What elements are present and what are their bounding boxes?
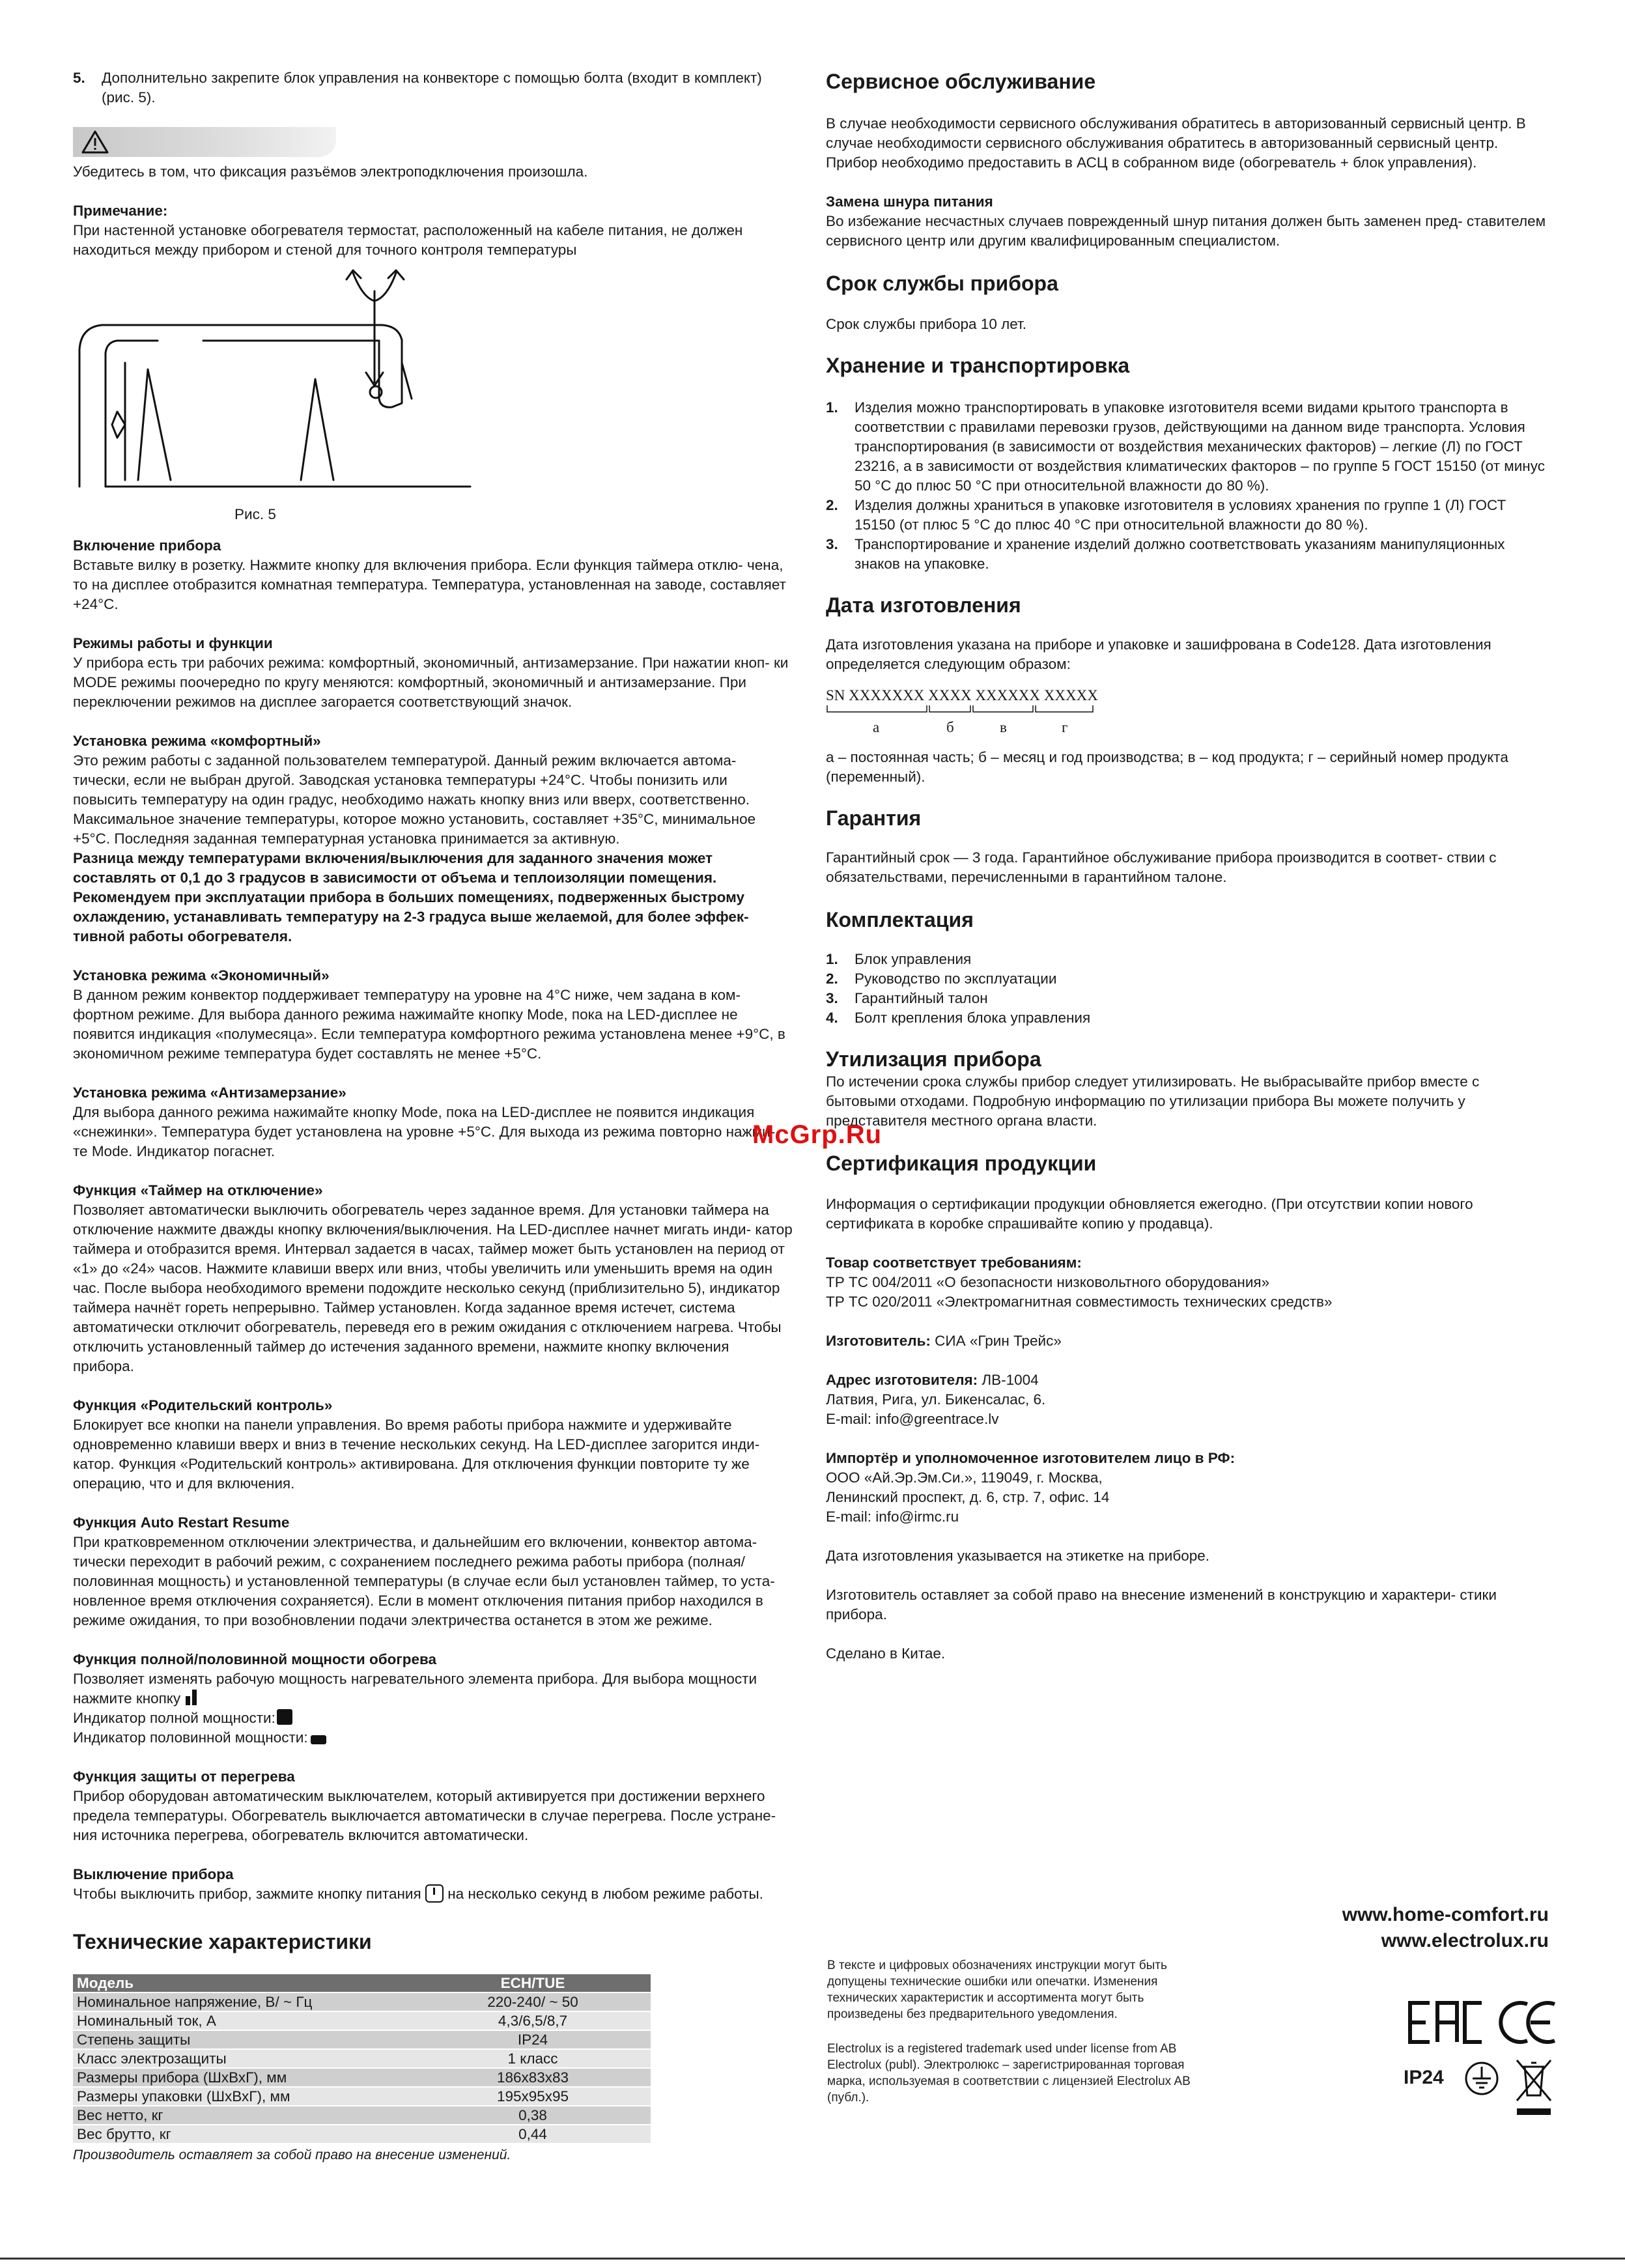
manufacturer-value: СИА «Грин Трейс» — [935, 1333, 1062, 1349]
disposal-text: По истечении срока службы прибор следует утилизировать. Не выбрасывайте прибор вместе с бытовыми отходами. Подробную информацию по утилизации прибора Вы можете получить у представителя местного органа власти. — [826, 1073, 1480, 1129]
table-cell-param: Размеры упаковки (ШхВхГ), мм — [73, 2087, 415, 2106]
manufacturer-line — [826, 1331, 1549, 1351]
anti-freeze-text: Для выбора данного режима нажимайте кнопку Mode, пока на LED-дисплее не появится индикация «снежинки». Температура будет установлена на уровне +5°C. Для выхода из режима повторно нажми- те Mode. Индикатор погаснет. — [73, 1104, 776, 1159]
tech-note: Производитель оставляет за собой право на внесение изменений. — [73, 2148, 511, 2162]
table-row — [73, 1992, 651, 2011]
tech-title: Технические характеристики — [73, 1930, 372, 1953]
table-row — [73, 2049, 651, 2068]
requirement-1: ТР ТС 004/2011 «О безопасности низковольтного оборудования» — [826, 1274, 1270, 1290]
table-row — [73, 2106, 651, 2125]
table-cell-param: Класс электрозащиты — [73, 2049, 415, 2068]
address-value: ЛВ-1004 — [982, 1372, 1039, 1388]
importer-email: E-mail: info@irmc.ru — [826, 1509, 959, 1525]
parental-title: Функция «Родительский контроль» — [73, 1397, 333, 1413]
kit-item-number: 3. — [826, 990, 838, 1006]
step-number: 5. — [73, 70, 85, 86]
service-text: В случае необходимости сервисного обслуживания обратитесь в авторизованный сервисный центр. В случае необходимости сервисного обслуживания обратитесь в авторизованный сервисный центр. Прибор необходимо предоставить в АСЦ в собранном виде (обогреватель + блок управления). — [826, 115, 1526, 171]
note-title: Примечание: — [73, 203, 168, 219]
table-cell-param: Вес брутто, кг — [73, 2125, 415, 2144]
mounting-drawing — [73, 265, 529, 500]
comfort-bold-text: Разница между температурами включения/выключения для заданного значения может составлять от 0,1 до 3 градусов в зависимости от объема и теплоизоляции помещения. Рекомендуем при эксплуатации прибора в больших помещениях, подверженных быстрому охлаждению, устанавливать температуру на 2-3 градуса выше желаемой, для более эффек- тивной работы обогревателя. — [73, 850, 749, 944]
storage-title: Хранение и транспортировка — [826, 354, 1130, 377]
full-power-line — [73, 1708, 793, 1728]
serial-legend: а – постоянная часть; б – месяц и год производства; в – код продукта; г – серийный номер продукта (переменный). — [826, 749, 1508, 785]
eco-text: В данном режим конвектор поддерживает температуру на уровне на 4°C ниже, чем задана в ком- фортном режиме. Для выбора данного режима нажимайте кнопку Mode, пока на LED-дисплее не появится индикация «полумесяца». Если температура комфортного режима установлена менее +9°C, в экономичном режиме температура будет составлять не менее +5°C. — [73, 987, 785, 1062]
warranty-text: Гарантийный срок — 3 года. Гарантийное обслуживание прибора производится в соответ- ствии с обязательствами, перечисленными в гарантийном талоне. — [826, 849, 1497, 885]
kit-item-text: Блок управления — [855, 951, 972, 967]
modes-title: Режимы работы и функции — [73, 635, 273, 651]
note-text: При настенной установке обогревателя термостат, расположенный на кабеле питания, не должен находиться между прибором и стеной для точного контроля температуры — [73, 222, 743, 258]
address-line-2: Латвия, Рига, ул. Бикенсалас, 6. — [826, 1391, 1046, 1408]
restart-text: При кратковременном отключении электричества, и дальнейшим его включении, конвектор автома- тически переходит в рабочий режим, с сохранением последнего режима работы прибора (полная/ половинная мощность) и установленной температуры (в случае если был установлен таймер, то уста- новленное время отключения сохраняется). Если в момент отключения питания прибор находился в режиме ожидания, то при возобновлении подачи электричества останется в этом же режиме. — [73, 1534, 775, 1628]
serial-letter-b: б — [946, 719, 954, 735]
storage-item — [826, 398, 1549, 496]
disclaimer-block — [827, 1957, 1205, 2106]
ip-mark: IP24 — [1404, 2067, 1444, 2088]
tech-table — [73, 1974, 651, 2144]
date-label-text: Дата изготовления указывается на этикетке на приборе. — [826, 1548, 1210, 1564]
serial-code-block — [826, 687, 1549, 740]
storage-item-text: Изделия должны храниться в упаковке изготовителя в условиях хранения по группе 1 (Л) ГОСТ 15150 (от плюс 5 °С до плюс 40 °С при относительной влажности до 80 %). — [855, 497, 1506, 533]
kit-item-number: 4. — [826, 1010, 838, 1026]
power-off-title: Выключение прибора — [73, 1866, 234, 1882]
kit-title: Комплектация — [826, 908, 974, 931]
step-5 — [73, 68, 793, 107]
storage-list — [826, 398, 1549, 574]
eac-ce-marks-icon — [1404, 1990, 1560, 2048]
left-column — [73, 68, 793, 2165]
life-title: Срок службы прибора — [826, 272, 1058, 295]
full-power-icon — [277, 1709, 292, 1725]
half-power-icon — [311, 1735, 326, 1744]
kit-item — [826, 989, 1549, 1008]
serial-letter-d: г — [1062, 719, 1068, 735]
table-cell-param: Номинальное напряжение, В/ ~ Гц — [73, 1992, 415, 2011]
made-in: Сделано в Китае. — [826, 1645, 946, 1662]
serial-letters — [826, 718, 1549, 740]
figure-caption: Рис. 5 — [234, 506, 276, 522]
storage-item — [826, 496, 1549, 535]
date-text: Дата изготовления указана на приборе и упаковке и зашифрована в Code128. Дата изготовления определяется следующим образом: — [826, 636, 1491, 672]
requirements-title: Товар соответствует требованиям: — [826, 1254, 1082, 1271]
timer-text: Позволяет автоматически выключить обогреватель через заданное время. Для установки таймера на отключение нажмите дважды кнопку включения/выключения. На LED-дисплее начнет мигать инди- катор таймера и отобразится время. Интервал задается в часах, таймер может быть установлен на период от «1» до «24» часов. Нажмите клавиши вверх или вниз, чтобы увеличить или уменьшить время на один час. После выбора необходимого времени подождите несколько секунд (приблизительно 5), индикатор таймера начнёт гореть непрерывно. Таймер установлен. Когда заданное время истечет, система автоматически отключит обогреватель, переведя его в режим ожидания с отключением нагрева. Чтобы отключить установленный таймер до истечения заданного времени, нажмите кнопку включения прибора. — [73, 1202, 793, 1374]
warning-bar — [73, 127, 336, 157]
trademark-text: Electrolux is a registered trademark used under license from AB Electrolux (publ). Электролюкс – зарегистрированная торговая марка, используемая в соответствии с лицензией Electrolux AB (публ.). — [827, 2042, 1191, 2105]
storage-item — [826, 535, 1549, 574]
table-cell-param: Номинальный ток, А — [73, 2011, 415, 2030]
disposal-title: Утилизация прибора — [826, 1047, 1041, 1071]
warranty-title: Гарантия — [826, 806, 922, 830]
overheat-text: Прибор оборудован автоматическим выключателем, который активируется при достижении верхнего предела температуры. Обогреватель выключается автоматически в случае перегрева. После устране- ния источника перегрева, обогреватель включится автоматически. — [73, 1788, 776, 1843]
weee-bin-icon — [1513, 2055, 1555, 2120]
table-cell-value: 220-240/ ~ 50 — [415, 1992, 651, 2011]
date-title: Дата изготовления — [826, 593, 1021, 617]
anti-freeze-title: Установка режима «Антизамерзание» — [73, 1084, 346, 1101]
half-power-line — [73, 1728, 793, 1748]
kit-list — [826, 950, 1549, 1028]
serial-code: SN XXXXXXX XXXX XXXXXX XXXXX — [826, 687, 1098, 703]
storage-item-text: Изделия можно транспортировать в упаковке изготовителя всеми видами крытого транспорта в соответствии с правилами перевозки грузов, действующими на данном виде транспорта. Условия транспортирования (в зависимости от воздействия механических факторов) – легкие (Л) по ГОСТ 23216, а в зависимости от воздействия климатических факторов – по группе 5 ГОСТ 15150 (от минус 50 °С до плюс 50 °С при относительной влажности до 80 %). — [855, 399, 1545, 494]
cord-title: Замена шнура питания — [826, 193, 993, 210]
cord-text: Во избежание несчастных случаев поврежденный шнур питания должен быть заменен пред- ставителем сервисного центр или другим квалифицированным специалистом. — [826, 213, 1546, 249]
address-email: E-mail: info@greentrace.lv — [826, 1411, 999, 1427]
bottom-rule — [0, 2258, 1625, 2260]
table-row — [73, 2125, 651, 2144]
kit-item-text: Гарантийный талон — [855, 990, 988, 1006]
manufacturer-label: Изготовитель: — [826, 1333, 931, 1349]
table-header-row — [73, 1974, 651, 1992]
requirement-2: ТР ТС 020/2011 «Электромагнитная совместимость технических средств» — [826, 1294, 1333, 1310]
table-cell-value: IP24 — [415, 2030, 651, 2049]
half-power-label: Индикатор половинной мощности: — [73, 1729, 308, 1746]
comfort-text: Это режим работы с заданной пользователем температурой. Данный режим включается автома- тически, если не выбран другой. Заводская установка температуры +24°C. Чтобы понизить или повысить температуру на один градус, необходимо нажать кнопку вниз или вверх, соответственно. Максимальное значение температуры, которое можно установить, составляет +35°C, минимальное +5°C. Последняя заданная температурная установка принимается за активную. — [73, 752, 756, 847]
kit-item — [826, 1008, 1549, 1028]
right-column — [826, 68, 1549, 1664]
storage-item-number: 2. — [826, 497, 838, 513]
power-off-text-a: Чтобы выключить прибор, зажмите кнопку питания — [73, 1886, 421, 1902]
serial-letter-c: в — [1000, 719, 1007, 735]
service-title: Сервисное обслуживание — [826, 70, 1096, 93]
table-cell-value: 186х83х83 — [415, 2068, 651, 2087]
kit-item — [826, 969, 1549, 989]
warning-text: Убедитесь в том, что фиксация разъёмов электроподключения произошла. — [73, 163, 588, 180]
modes-text: У прибора есть три рабочих режима: комфортный, экономичный, антизамерзание. При нажатии кноп- ки MODE режимы поочередно по кругу меняются: комфортный, экономичный и антизамерзание. При переключении режимов на дисплее загорается соответствующий значок. — [73, 655, 789, 710]
kit-item — [826, 950, 1549, 969]
power-off-text-b: на несколько секунд в любом режиме работы. — [447, 1886, 763, 1902]
storage-item-text: Транспортирование и хранение изделий должно соответствовать указаниям манипуляционных знаков на упаковке. — [855, 536, 1505, 572]
step-text: Дополнительно закрепите блок управления на конвекторе с помощью болта (входит в комплект) (рис. 5). — [102, 70, 762, 106]
life-text: Срок службы прибора 10 лет. — [826, 316, 1027, 332]
power-button-icon — [425, 1884, 444, 1903]
table-cell-value: 0,44 — [415, 2125, 651, 2144]
websites — [1237, 1902, 1549, 1954]
address-label: Адрес изготовителя: — [826, 1372, 978, 1388]
rights-text: Изготовитель оставляет за собой право на внесение изменений в конструкцию и характери- стики прибора. — [826, 1587, 1497, 1623]
ground-symbol-icon — [1463, 2060, 1500, 2097]
table-row — [73, 2011, 651, 2030]
figure-5 — [73, 265, 793, 526]
power-mode-title: Функция полной/половинной мощности обогрева — [73, 1651, 437, 1667]
timer-title: Функция «Таймер на отключение» — [73, 1182, 323, 1198]
certification-logos — [1404, 1990, 1560, 2153]
power-mode-text — [73, 1669, 793, 1708]
importer-line-1: ООО «Ай.Эр.Эм.Си.», 119049, г. Москва, — [826, 1469, 1103, 1486]
power-mode-text-body: Позволяет изменять рабочую мощность нагревательного элемента прибора. Для выбора мощности нажмите кнопку — [73, 1671, 757, 1707]
disclaimer-text: В тексте и цифровых обозначениях инструкции могут быть допущены технические ошибки или опечатки. Изменения технических характеристик и ассортимента могут быть произведены без предварительного уведомления. — [827, 1959, 1167, 2021]
table-row — [73, 2087, 651, 2106]
power-off-text — [73, 1884, 793, 1904]
table-cell-value: 1 класс — [415, 2049, 651, 2068]
table-cell-value: 195х95х95 — [415, 2087, 651, 2106]
table-cell-param: Степень защиты — [73, 2030, 415, 2049]
storage-item-number: 3. — [826, 536, 838, 552]
kit-item-text: Руководство по эксплуатации — [855, 971, 1057, 987]
kit-item-number: 1. — [826, 951, 838, 967]
table-cell-param: Модель — [73, 1974, 415, 1992]
website-home-comfort[interactable]: www.home-comfort.ru — [1342, 1904, 1549, 1925]
table-cell-value: 0,38 — [415, 2106, 651, 2125]
power-on-title: Включение прибора — [73, 537, 221, 554]
table-cell-value: ECH/TUE — [415, 1974, 651, 1992]
table-cell-value: 4,3/6,5/8,7 — [415, 2011, 651, 2030]
power-level-icon — [186, 1696, 190, 1705]
power-on-text: Вставьте вилку в розетку. Нажмите кнопку для включения прибора. Если функция таймера отклю- чена, то на дисплее отобразится комнатная температура. Температура, установленная на заводе, составляет +24°C. — [73, 557, 786, 612]
table-row — [73, 2068, 651, 2087]
full-power-label: Индикатор полной мощности: — [73, 1710, 276, 1726]
serial-brackets — [826, 704, 1099, 715]
importer-line-2: Ленинский проспект, д. 6, стр. 7, офис. 14 — [826, 1489, 1110, 1505]
table-cell-param: Вес нетто, кг — [73, 2106, 415, 2125]
table-row — [73, 2030, 651, 2049]
serial-letter-a: а — [873, 719, 880, 735]
eco-title: Установка режима «Экономичный» — [73, 967, 330, 984]
table-cell-param: Размеры прибора (ШхВхГ), мм — [73, 2068, 415, 2087]
overheat-title: Функция защиты от перегрева — [73, 1768, 295, 1785]
restart-title: Функция Auto Restart Resume — [73, 1514, 290, 1531]
watermark: McGrp.Ru — [752, 1120, 883, 1149]
address-line — [826, 1370, 1549, 1390]
comfort-title: Установка режима «комфортный» — [73, 733, 321, 749]
importer-title: Импортёр и уполномоченное изготовителем лицо в РФ: — [826, 1450, 1236, 1466]
power-level-icon-tall — [192, 1690, 197, 1705]
kit-item-number: 2. — [826, 971, 838, 987]
warning-icon — [81, 130, 109, 154]
cert-text: Информация о сертификации продукции обновляется ежегодно. (При отсутствии копии нового сертификата в коробке спрашивайте копию у продавца). — [826, 1196, 1473, 1232]
parental-text: Блокирует все кнопки на панели управления. Во время работы прибора нажмите и удерживайте одновременно клавиши вверх и вниз в течение нескольких секунд. На LED-дисплее загорится инди- катор. Функция «Родительский контроль» активирована. Для отключения функции повторите ту же операцию, что и для включения. — [73, 1417, 760, 1492]
cert-title: Сертификация продукции — [826, 1152, 1097, 1175]
website-electrolux[interactable]: www.electrolux.ru — [1381, 1930, 1549, 1951]
kit-item-text: Болт крепления блока управления — [855, 1010, 1091, 1026]
storage-item-number: 1. — [826, 399, 838, 416]
